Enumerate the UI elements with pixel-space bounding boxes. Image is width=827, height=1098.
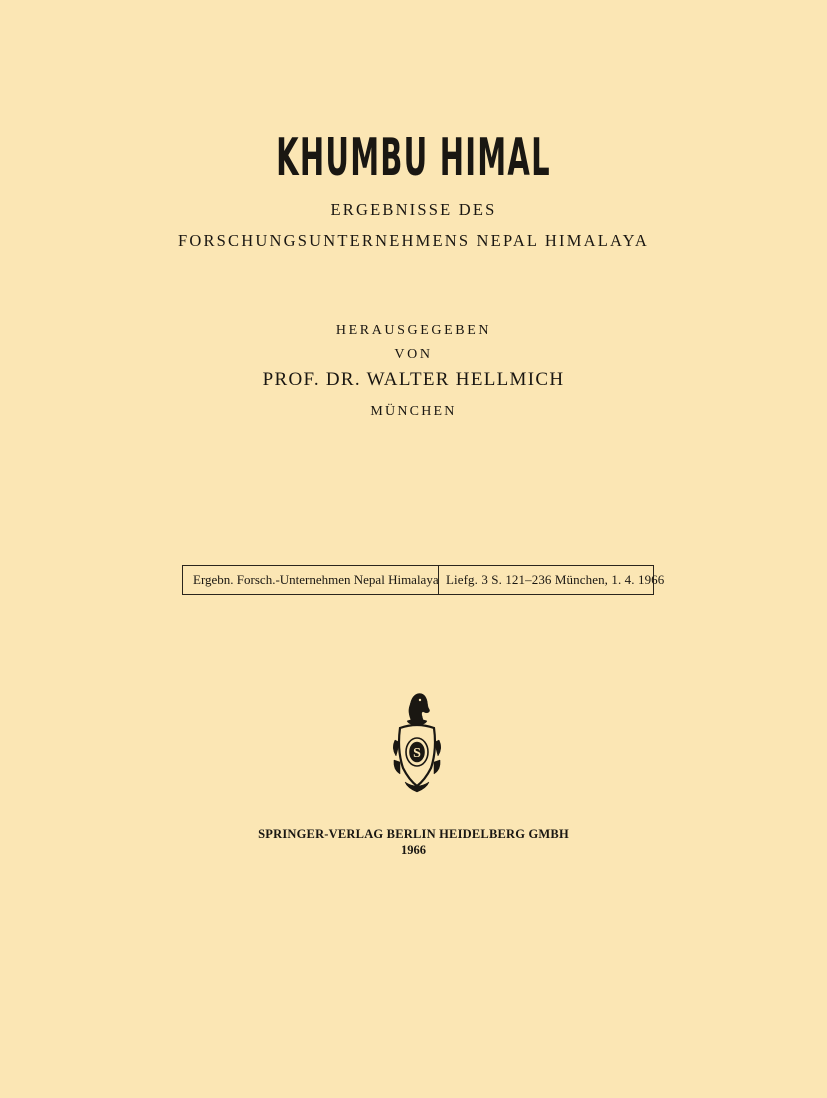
editor-city: MÜNCHEN <box>370 404 457 419</box>
publication-year: 1966 <box>401 843 426 857</box>
logo-letter: S <box>413 746 421 761</box>
editor-von: VON <box>394 347 433 362</box>
citation-series: Ergebn. Forsch.-Unternehmen Nepal Himalaya <box>183 566 439 594</box>
publisher-name: SPRINGER-VERLAG BERLIN HEIDELBERG GMBH <box>258 827 569 841</box>
citation-box <box>182 565 665 595</box>
subtitle-line-1: ERGEBNISSE DES <box>330 200 497 219</box>
book-title: KHUMBU HIMAL <box>276 128 551 188</box>
springer-knight-logo-icon <box>387 690 447 795</box>
editor-name: PROF. DR. WALTER HELLMICH <box>262 369 565 390</box>
citation-details: Liefg. 3 S. 121–236 München, 1. 4. 1966 <box>446 572 665 587</box>
editor-label: HERAUSGEGEBEN <box>335 323 492 338</box>
subtitle-line-2: FORSCHUNGSUNTERNEHMENS NEPAL HIMALAYA <box>177 231 650 250</box>
